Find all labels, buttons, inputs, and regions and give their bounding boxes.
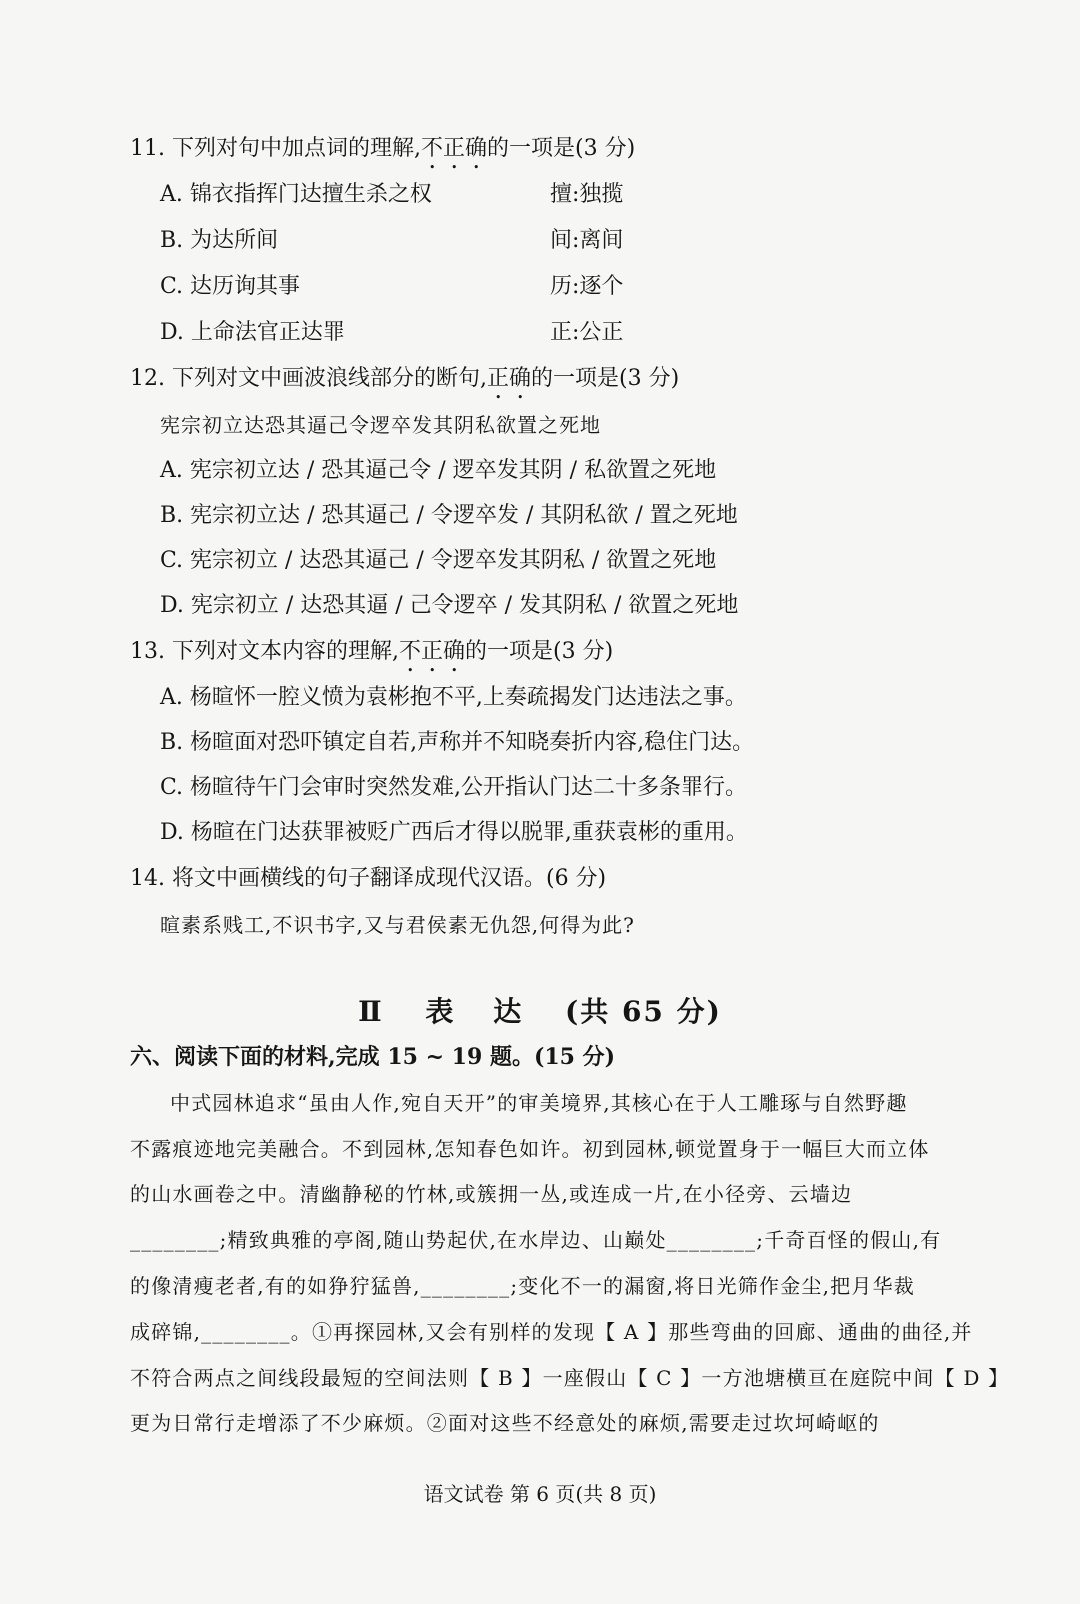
q12-passage: 宪宗初立达恐其逼己令逻卒发其阴私欲置之死地	[160, 413, 601, 437]
q14-stem: 14. 将文中画横线的句子翻译成现代汉语。(6 分)	[130, 866, 607, 891]
q11-answer-d: 正:公正	[550, 320, 624, 345]
q11-answer-b: 间:离间	[550, 228, 624, 253]
q13-option-d: D. 杨暄在门达获罪被贬广西后才得以脱罪,重获袁彬的重用。	[160, 820, 748, 845]
q13-stem-post: 的一项是(3 分)	[465, 639, 614, 664]
q11-answer-c: 历:逐个	[550, 274, 624, 299]
q12-stem	[130, 364, 679, 404]
q13-option-c: C. 杨暄待午门会审时突然发难,公开指认门达二十多条罪行。	[160, 775, 748, 800]
page-footer: 语文试卷 第 6 页(共 8 页)	[423, 1482, 657, 1506]
part6-line-6: 成碎锦,________。①再探园林,又会有别样的发现【 A 】那些弯曲的回廊、通曲的曲径,并	[130, 1320, 973, 1344]
part6-line-1: 中式园林追求“虽由人作,宛自天开”的审美境界,其核心在于人工雕琢与自然野趣	[170, 1091, 908, 1115]
q13-stem	[130, 637, 613, 677]
q12-stem-post: 的一项是(3 分)	[531, 366, 680, 391]
part6-line-4: ________;精致典雅的亭阁,随山势起伏,在水岸边、山巅处________;千奇百怪的假山,有	[130, 1228, 942, 1252]
q11-option-b: B. 为达所间	[160, 228, 279, 253]
part6-line-3: 的山水画卷之中。清幽静秘的竹林,或簇拥一丛,或连成一片,在小径旁、云墙边	[130, 1182, 853, 1206]
q12-option-c: C. 宪宗初立 / 达恐其逼己 / 令逻卒发其阴私 / 欲置之死地	[160, 548, 717, 573]
q11-emphasis: 不正确	[420, 136, 487, 161]
q11-option-a: A. 锦衣指挥门达擅生杀之权	[160, 182, 432, 207]
q13-stem-pre: 13. 下列对文本内容的理解,	[130, 639, 399, 664]
q11-stem-post: 的一项是(3 分)	[487, 136, 636, 161]
q11-option-c: C. 达历询其事	[160, 274, 301, 299]
section-score: (共 65 分)	[564, 995, 722, 1028]
q12-option-a: A. 宪宗初立达 / 恐其逼己令 / 逻卒发其阴 / 私欲置之死地	[160, 458, 717, 483]
part6-line-5: 的像清瘦老者,有的如狰狞猛兽,________;变化不一的漏窗,将日光筛作金尘,把月华裁	[130, 1274, 915, 1298]
q11-answer-a: 擅:独揽	[550, 182, 624, 207]
q12-option-d: D. 宪宗初立 / 达恐其逼 / 己令逻卒 / 发其阴私 / 欲置之死地	[160, 593, 739, 618]
q11-stem	[130, 134, 635, 174]
section-title-b: 达	[493, 995, 524, 1028]
part6-stem: 六、阅读下面的材料,完成 15 ~ 19 题。(15 分)	[130, 1044, 616, 1070]
q14-sentence: 暄素系贱工,不识书字,又与君侯素无仇怨,何得为此?	[160, 913, 635, 937]
q11-option-d: D. 上命法官正达罪	[160, 320, 345, 345]
part6-line-8: 更为日常行走增添了不少麻烦。②面对这些不经意处的麻烦,需要走过坎坷崎岖的	[130, 1411, 880, 1435]
q12-stem-pre: 12. 下列对文中画波浪线部分的断句,	[130, 366, 487, 391]
section-title-a: 表	[425, 995, 456, 1028]
q13-emphasis: 不正确	[398, 639, 465, 664]
q11-stem-pre: 11. 下列对句中加点词的理解,	[130, 136, 421, 161]
part6-line-2: 不露痕迹地完美融合。不到园林,怎知春色如许。初到园林,顿觉置身于一幅巨大而立体	[130, 1137, 930, 1161]
q13-option-a: A. 杨暄怀一腔义愤为袁彬抱不平,上奏疏揭发门达违法之事。	[160, 685, 747, 710]
q12-option-b: B. 宪宗初立达 / 恐其逼己 / 令逻卒发 / 其阴私欲 / 置之死地	[160, 503, 738, 528]
q13-option-b: B. 杨暄面对恐吓镇定自若,声称并不知晓奏折内容,稳住门达。	[160, 730, 755, 755]
part6-line-7: 不符合两点之间线段最短的空间法则【 B 】一座假山【 C 】一方池塘横亘在庭院中间【 D 】	[130, 1366, 1010, 1390]
q12-emphasis: 正确	[486, 366, 531, 391]
section-numeral: Ⅱ	[358, 995, 384, 1028]
section-heading	[0, 990, 1080, 1030]
